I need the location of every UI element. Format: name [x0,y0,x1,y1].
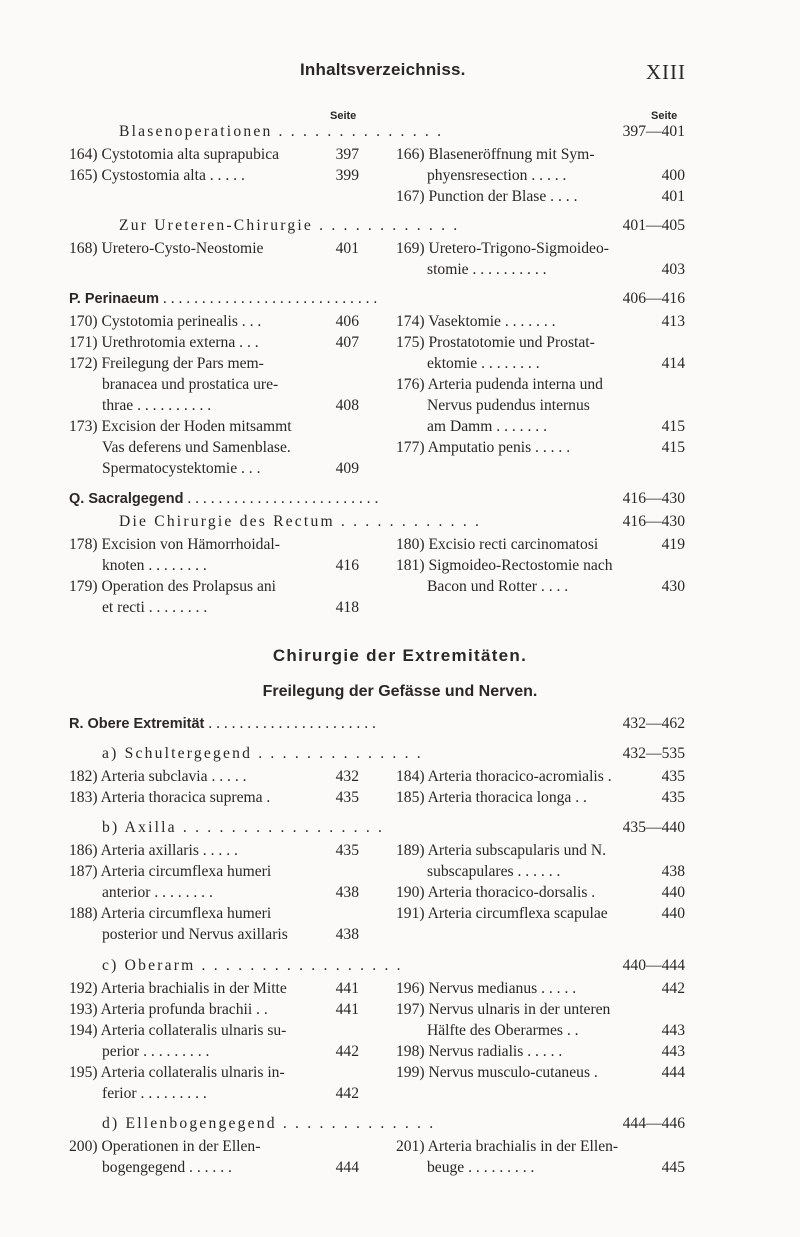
page-ref-192: 441 [335,980,359,997]
toc-entry-173: 173) Excision der Hoden mitsammt [69,418,292,435]
toc-entry-173-cont: Vas deferens und Samenblase. [102,439,291,456]
section-heading-blase: Blasenoperationen . . . . . . . . . . . . . . [119,123,444,140]
toc-entry-169: 169) Uretero-Trigono-Sigmoideo- [396,240,609,257]
page-ref-164: 397 [335,146,359,163]
toc-entry-176-cont: Nervus pudendus internus [427,397,590,414]
section-heading-sacral: Q. Sacralgegend . . . . . . . . . . . . . . . . . . . . . . . . . [69,490,379,507]
toc-entry-176-cont2: am Damm . . . . . . . [427,418,547,435]
page-ref-196: 442 [661,980,685,997]
toc-entry-168: 168) Uretero-Cysto-Neostomie [69,240,264,257]
page-ref-179: 418 [335,599,359,616]
toc-entry-196: 196) Nervus medianus . . . . . [396,980,577,997]
page-ref-169: 403 [661,261,685,278]
page-ref-200: 444 [335,1159,359,1176]
page-ref-181: 430 [661,578,685,595]
page-ref-174: 413 [661,313,685,330]
toc-entry-165: 165) Cystostomia alta . . . . . [69,167,245,184]
toc-entry-184: 184) Arteria thoracico-acromialis . [396,768,612,785]
subsection-heading-schulter: a) Schultergegend . . . . . . . . . . . . . . [102,745,423,762]
toc-entry-173-cont2: Spermatocystektomie . . . [102,460,261,477]
toc-entry-199: 199) Nervus musculo-cutaneus . [396,1064,598,1081]
toc-entry-179-cont: et recti . . . . . . . . [102,599,208,616]
column-label-left: Seite [330,110,357,122]
toc-entry-192: 192) Arteria brachialis in der Mitte [69,980,287,997]
toc-entry-166: 166) Blaseneröffnung mit Sym- [396,146,595,163]
page-ref-190: 440 [661,884,685,901]
toc-entry-176: 176) Arteria pudenda interna und [396,376,603,393]
toc-entry-195-cont: ferior . . . . . . . . . [102,1085,207,1102]
subsection-range-rectum: 416—430 [622,513,685,530]
page-ref-171: 407 [335,334,359,351]
subsection-range-schulter: 432—535 [622,745,685,762]
toc-entry-189: 189) Arteria subscapularis und N. [396,842,607,859]
part-title: Chirurgie der Extremitäten. [272,646,528,665]
toc-entry-189-cont: subscapulares . . . . . . [427,863,561,880]
page-ref-168: 401 [335,240,359,257]
column-label-right: Seite [651,110,678,122]
toc-entry-170: 170) Cystotomia perinealis . . . [69,313,262,330]
page-ref-183: 435 [335,789,359,806]
toc-entry-188: 188) Arteria circumflexa humeri [69,905,272,922]
page-ref-173: 409 [335,460,359,477]
toc-entry-194-cont: perior . . . . . . . . . [102,1043,210,1060]
toc-entry-191: 191) Arteria circumflexa scapulae [396,905,608,922]
toc-entry-164: 164) Cystotomia alta suprapubica [69,146,280,163]
toc-entry-167: 167) Punction der Blase . . . . [396,188,578,205]
toc-entry-181-cont: Bacon und Rotter . . . . [427,578,569,595]
page-ref-191: 440 [661,905,685,922]
subsection-heading-ellenbogen: d) Ellenbogengegend . . . . . . . . . . . . . [102,1115,436,1132]
toc-entry-180: 180) Excisio recti carcinomatosi [396,536,599,553]
toc-entry-175: 175) Prostatotomie und Prostat- [396,334,595,351]
toc-entry-197: 197) Nervus ulnaris in der unteren [396,1001,611,1018]
toc-entry-197-cont: Hälfte des Oberarmes . . [427,1022,579,1039]
page-ref-178: 416 [335,557,359,574]
toc-entry-177: 177) Amputatio penis . . . . . [396,439,571,456]
toc-entry-178-cont: knoten . . . . . . . . [102,557,207,574]
toc-entry-175-cont: ektomie . . . . . . . . [427,355,540,372]
toc-entry-172-cont2: thrae . . . . . . . . . . [102,397,212,414]
subsection-range-oberarm: 440—444 [622,957,685,974]
toc-entry-200: 200) Operationen in der Ellen- [69,1138,261,1155]
toc-entry-193: 193) Arteria profunda brachii . . [69,1001,268,1018]
page-ref-198: 443 [661,1043,685,1060]
toc-entry-166-cont: phyensresection . . . . . [427,167,567,184]
toc-entry-200-cont: bogengegend . . . . . . [102,1159,232,1176]
toc-entry-171: 171) Urethrotomia externa . . . [69,334,259,351]
page-ref-177: 415 [661,439,685,456]
toc-entry-187: 187) Arteria circumflexa humeri [69,863,272,880]
page-number: XIII [645,60,686,84]
toc-entry-194: 194) Arteria collateralis ulnaris su- [69,1022,287,1039]
toc-entry-174: 174) Vasektomie . . . . . . . [396,313,556,330]
page-ref-172: 408 [335,397,359,414]
page-ref-197: 443 [661,1022,685,1039]
toc-entry-185: 185) Arteria thoracica longa . . [396,789,587,806]
toc-entry-178: 178) Excision von Hämorrhoidal- [69,536,280,553]
toc-entry-201: 201) Arteria brachialis in der Ellen- [396,1138,619,1155]
toc-entry-198: 198) Nervus radialis . . . . . [396,1043,563,1060]
page-ref-188: 438 [335,926,359,943]
page-ref-193: 441 [335,1001,359,1018]
page-ref-166: 400 [661,167,685,184]
page-ref-187: 438 [335,884,359,901]
subsection-range-ellenbogen: 444—446 [622,1115,685,1132]
subsection-range-axilla: 435—440 [622,819,685,836]
toc-entry-187-cont: anterior . . . . . . . . [102,884,213,901]
page-ref-180: 419 [661,536,685,553]
toc-entry-179: 179) Operation des Prolapsus ani [69,578,277,595]
page-ref-167: 401 [661,188,685,205]
page-ref-182: 432 [335,768,359,785]
page-ref-201: 445 [661,1159,685,1176]
section-range-sacral: 416—430 [622,490,685,507]
part-subtitle: Freilegung der Gefässe und Nerven. [262,683,538,700]
page-ref-175: 414 [661,355,685,372]
section-range-ureter: 401—405 [622,217,685,234]
page-ref-176: 415 [661,418,685,435]
toc-entry-182: 182) Arteria subclavia . . . . . [69,768,247,785]
toc-entry-172: 172) Freilegung der Pars mem- [69,355,264,372]
page-ref-195: 442 [335,1085,359,1102]
page-ref-165: 399 [335,167,359,184]
subsection-heading-oberarm: c) Oberarm . . . . . . . . . . . . . . . . . [102,957,403,974]
toc-entry-181: 181) Sigmoideo-Rectostomie nach [396,557,613,574]
page-ref-184: 435 [661,768,685,785]
toc-entry-169-cont: stomie . . . . . . . . . . [427,261,547,278]
section-heading-obere: R. Obere Extremität . . . . . . . . . . . . . . . . . . . . . . [69,715,376,732]
toc-entry-188-cont: posterior und Nervus axillaris [102,926,288,943]
page-ref-186: 435 [335,842,359,859]
subsection-heading-rectum: Die Chirurgie des Rectum . . . . . . . . . . . . [119,513,482,530]
section-heading-perineum: P. Perinaeum . . . . . . . . . . . . . . . . . . . . . . . . . . . . [69,290,378,307]
toc-entry-201-cont: beuge . . . . . . . . . [427,1159,535,1176]
page-ref-185: 435 [661,789,685,806]
toc-entry-186: 186) Arteria axillaris . . . . . [69,842,238,859]
section-range-obere: 432—462 [622,715,685,732]
toc-entry-190: 190) Arteria thoracico-dorsalis . [396,884,596,901]
toc-entry-172-cont: branacea und prostatica ure- [102,376,279,393]
toc-entry-183: 183) Arteria thoracica suprema . [69,789,271,806]
section-heading-ureter: Zur Ureteren-Chirurgie . . . . . . . . . . . . [119,217,460,234]
toc-entry-195: 195) Arteria collateralis ulnaris in- [69,1064,285,1081]
subsection-heading-axilla: b) Axilla . . . . . . . . . . . . . . . . . [102,819,385,836]
page-ref-194: 442 [335,1043,359,1060]
page-ref-170: 406 [335,313,359,330]
running-head: Inhaltsverzeichniss. [300,60,466,79]
page-ref-199: 444 [661,1064,685,1081]
page-ref-189: 438 [661,863,685,880]
section-range-perineum: 406—416 [622,290,685,307]
section-range-blase: 397—401 [622,123,685,140]
